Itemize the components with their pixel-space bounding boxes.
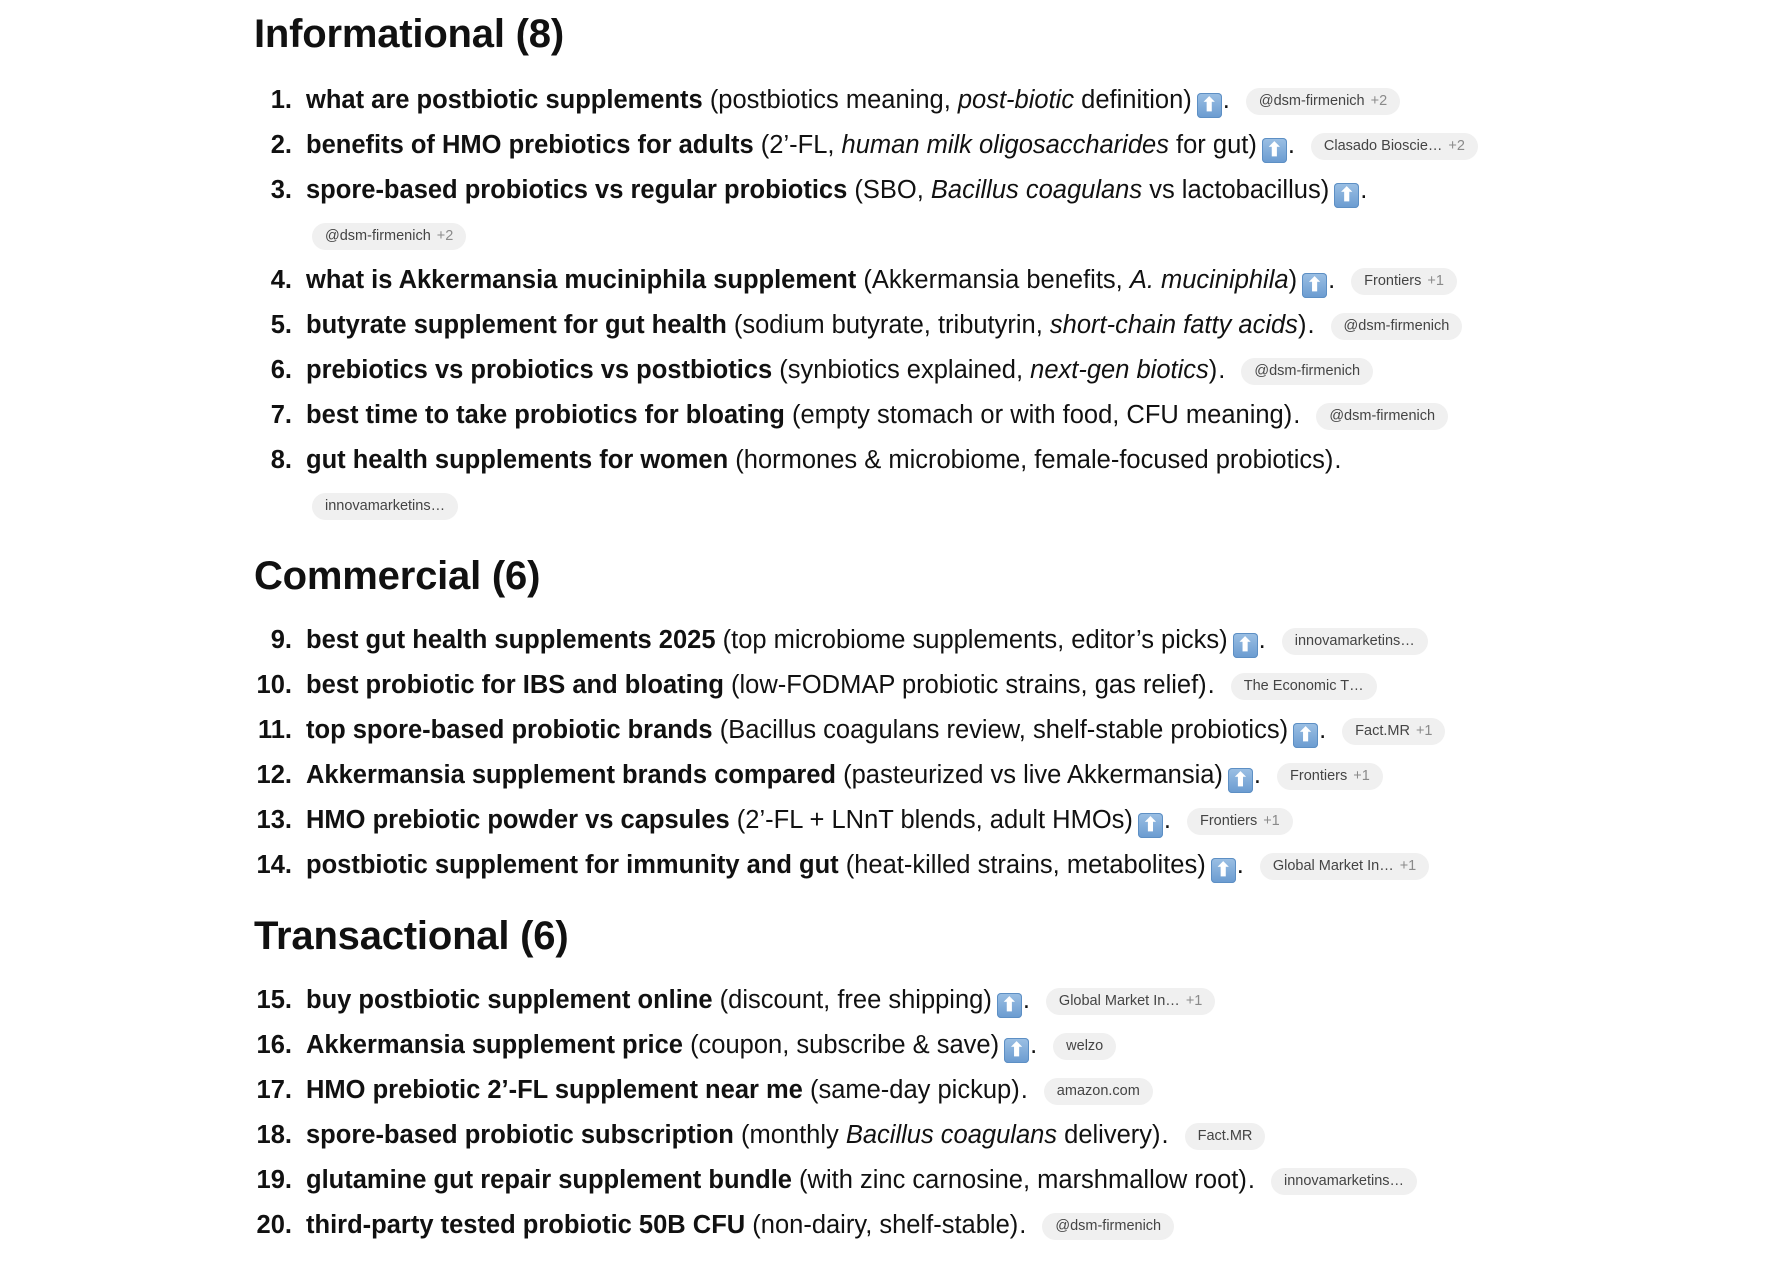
up-arrow-icon: ⬆	[1293, 723, 1318, 748]
list-item	[254, 438, 1734, 528]
item-number: 6.	[270, 356, 292, 384]
explanation-text-end: definition)	[1074, 86, 1192, 114]
up-arrow-icon: ⬆	[1262, 138, 1287, 163]
list-item	[254, 348, 1734, 393]
keyword: Akkermansia supplement price	[306, 1031, 683, 1059]
up-arrow-icon: ⬆	[1228, 768, 1253, 793]
explanation-text: (Akkermansia benefits,	[856, 266, 1130, 294]
keyword-explanation	[728, 446, 1333, 474]
keyword-explanation	[727, 311, 1307, 339]
section-heading: Informational (8)	[254, 12, 564, 56]
explanation-text-end: )	[1208, 356, 1218, 384]
keyword-explanation	[836, 761, 1223, 789]
item-number: 5.	[270, 311, 292, 339]
period: .	[1022, 986, 1030, 1014]
source-tag[interactable]	[1046, 988, 1215, 1015]
source-tag[interactable]	[1187, 808, 1293, 835]
source-name: @dsm-firmenich	[1258, 93, 1365, 109]
source-name: @dsm-firmenich	[1055, 1218, 1162, 1234]
source-name: innovamarketins…	[325, 498, 446, 514]
source-tag[interactable]	[1042, 1213, 1174, 1240]
source-name: Clasado Bioscie…	[1323, 138, 1443, 154]
section-heading: Commercial (6)	[254, 554, 541, 598]
keyword-explanation	[683, 1031, 999, 1059]
source-name: The Economic T…	[1243, 678, 1364, 694]
up-arrow-icon: ⬆	[1197, 93, 1222, 118]
list-item	[254, 258, 1734, 303]
list-item	[254, 168, 1734, 258]
keyword-explanation	[716, 626, 1228, 654]
source-tag[interactable]	[1316, 403, 1448, 430]
period: .	[1222, 86, 1230, 114]
source-name: Fact.MR	[1197, 1128, 1253, 1144]
source-tag[interactable]	[1231, 673, 1377, 700]
explanation-text: (monthly	[733, 1121, 846, 1149]
keyword-list	[254, 618, 1734, 888]
period: .	[1328, 266, 1336, 294]
keyword: third-party tested probiotic 50B CFU	[306, 1211, 746, 1239]
section-transactional	[254, 888, 1734, 1248]
list-item	[254, 1023, 1734, 1068]
source-tag[interactable]	[1277, 763, 1383, 790]
source-name: @dsm-firmenich	[1329, 408, 1436, 424]
source-tag[interactable]	[1044, 1078, 1153, 1105]
item-number: 18.	[256, 1121, 292, 1149]
source-name: amazon.com	[1056, 1083, 1140, 1099]
list-item	[254, 303, 1734, 348]
source-tag-row	[1225, 356, 1373, 384]
list-item	[254, 978, 1734, 1023]
explanation-text: (non-dairy, shelf-stable)	[745, 1211, 1019, 1239]
period: .	[1218, 356, 1226, 384]
period: .	[1293, 401, 1301, 429]
explanation-text-end: )	[1297, 311, 1307, 339]
source-tag-row	[1244, 851, 1429, 879]
source-tag-row	[1171, 806, 1293, 834]
source-tag-row	[1326, 716, 1445, 744]
explanation-text: (pasteurized vs live Akkermansia)	[836, 761, 1223, 789]
source-tag-row	[1030, 986, 1215, 1014]
explanation-text: (top microbiome supplements, editor’s picks)	[715, 626, 1228, 654]
keyword-explanation	[754, 131, 1257, 159]
source-tag[interactable]	[1282, 628, 1428, 655]
period: .	[1236, 851, 1244, 879]
explanation-text: (Bacillus coagulans review, shelf-stable probiotics)	[712, 716, 1289, 744]
keyword: Akkermansia supplement brands compared	[306, 761, 837, 789]
explanation-text-end: )	[1288, 266, 1298, 294]
source-tag-row	[1335, 266, 1457, 294]
period: .	[1019, 1211, 1027, 1239]
source-tag-row	[1215, 671, 1377, 699]
keyword: best probiotic for IBS and bloating	[306, 671, 724, 699]
explanation-text: (postbiotics meaning,	[702, 86, 958, 114]
source-tag-row	[1037, 1031, 1116, 1059]
item-number: 19.	[256, 1166, 292, 1194]
list-item	[254, 663, 1734, 708]
source-name: @dsm-firmenich	[1254, 363, 1361, 379]
source-more-count: +1	[1185, 993, 1203, 1009]
keyword: what are postbiotic supplements	[306, 86, 703, 114]
keyword: top spore-based probiotic brands	[306, 716, 713, 744]
source-name: welzo	[1066, 1038, 1104, 1054]
source-more-count: +1	[1263, 813, 1280, 829]
keyword-explanation	[856, 266, 1297, 294]
item-number: 16.	[256, 1031, 292, 1059]
period: .	[1030, 1031, 1038, 1059]
source-name: @dsm-firmenich	[1343, 318, 1450, 334]
source-tag-row	[1266, 626, 1428, 654]
list-item	[254, 123, 1734, 168]
keyword-explanation	[703, 86, 1192, 114]
source-more-count: +2	[1448, 138, 1465, 154]
source-name: Frontiers	[1290, 768, 1348, 784]
source-tag[interactable]	[1331, 313, 1463, 340]
up-arrow-icon: ⬆	[1138, 813, 1163, 838]
up-arrow-icon: ⬆	[1334, 183, 1359, 208]
source-name: Global Market In…	[1272, 858, 1394, 874]
keyword-explanation	[839, 851, 1206, 879]
source-name: Global Market In…	[1058, 993, 1180, 1009]
list-item	[254, 1158, 1734, 1203]
keyword: HMO prebiotic powder vs capsules	[306, 806, 730, 834]
keyword: benefits of HMO prebiotics for adults	[306, 131, 754, 159]
item-number: 13.	[256, 806, 292, 834]
source-tag[interactable]	[312, 223, 466, 250]
source-tag-row	[1315, 311, 1463, 339]
period: .	[1247, 1166, 1255, 1194]
explanation-italic: Bacillus coagulans	[930, 176, 1143, 204]
keyword-explanation	[792, 1166, 1247, 1194]
source-tag-row	[1028, 1076, 1153, 1104]
source-more-count: +1	[1415, 723, 1433, 739]
keyword: HMO prebiotic 2’-FL supplement near me	[306, 1076, 803, 1104]
keyword: prebiotics vs probiotics vs postbiotics	[306, 356, 773, 384]
keyword-explanation	[785, 401, 1292, 429]
source-tag-row	[1230, 86, 1400, 114]
period: .	[1319, 716, 1327, 744]
source-tag-row	[1169, 1121, 1266, 1149]
source-more-count: +1	[1427, 273, 1444, 289]
explanation-text: (2’-FL,	[753, 131, 842, 159]
explanation-text: (discount, free shipping)	[712, 986, 992, 1014]
period: .	[1163, 806, 1171, 834]
keyword: best time to take probiotics for bloating	[306, 401, 785, 429]
source-name: innovamarketins…	[1294, 633, 1415, 649]
explanation-text: (SBO,	[847, 176, 931, 204]
period: .	[1334, 446, 1342, 474]
source-name: Fact.MR	[1355, 723, 1410, 739]
item-number: 14.	[256, 851, 292, 879]
source-more-count: +2	[436, 228, 454, 244]
item-number: 11.	[257, 716, 292, 744]
keyword-list	[254, 978, 1734, 1248]
source-tag[interactable]	[1311, 133, 1478, 160]
source-tag[interactable]	[1246, 88, 1400, 115]
item-number: 8.	[270, 446, 292, 474]
source-more-count: +2	[1370, 93, 1388, 109]
explanation-italic: Bacillus coagulans	[845, 1121, 1058, 1149]
up-arrow-icon: ⬆	[997, 993, 1022, 1018]
source-tag[interactable]	[1351, 268, 1457, 295]
source-tag[interactable]	[1053, 1033, 1116, 1060]
keyword-list	[254, 78, 1734, 528]
source-tag-row	[1295, 131, 1478, 159]
source-name: Frontiers	[1364, 273, 1422, 289]
list-item	[254, 753, 1734, 798]
source-tag[interactable]	[1241, 358, 1373, 385]
period: .	[1020, 1076, 1028, 1104]
period: .	[1258, 626, 1266, 654]
item-number: 4.	[270, 266, 292, 294]
source-name: @dsm-firmenich	[325, 228, 431, 244]
keyword-explanation	[745, 1211, 1018, 1239]
item-number: 20.	[256, 1211, 292, 1239]
up-arrow-icon: ⬆	[1211, 858, 1236, 883]
source-tag-row	[1261, 761, 1383, 789]
up-arrow-icon: ⬆	[1004, 1038, 1029, 1063]
explanation-text: (same-day pickup)	[802, 1076, 1020, 1104]
explanation-text-end: for gut)	[1168, 131, 1257, 159]
explanation-text-end: vs lactobacillus)	[1142, 176, 1330, 204]
explanation-text: (hormones & microbiome, female-focused probiotics)	[728, 446, 1334, 474]
item-number: 10.	[256, 671, 292, 699]
keyword-explanation	[734, 1121, 1161, 1149]
source-more-count: +1	[1353, 768, 1370, 784]
source-tag-row	[1300, 401, 1448, 429]
keyword-explanation	[847, 176, 1329, 204]
explanation-text: (sodium butyrate, tributyrin,	[726, 311, 1050, 339]
list-item	[254, 1113, 1734, 1158]
list-item	[254, 708, 1734, 753]
section-commercial	[254, 528, 1734, 888]
source-more-count: +1	[1399, 858, 1417, 874]
explanation-text: (low-FODMAP probiotic strains, gas relief)	[723, 671, 1207, 699]
list-item	[254, 798, 1734, 843]
explanation-text: (2’-FL + LNnT blends, adult HMOs)	[729, 806, 1133, 834]
source-tag-row	[312, 483, 1734, 528]
explanation-italic: A. muciniphila	[1129, 266, 1289, 294]
keyword: butyrate supplement for gut health	[306, 311, 727, 339]
explanation-italic: human milk oligosaccharides	[841, 131, 1169, 159]
keyword: spore-based probiotic subscription	[306, 1121, 734, 1149]
document	[254, 0, 1734, 1248]
item-number: 15.	[256, 986, 292, 1014]
keyword: what is Akkermansia muciniphila supplement	[306, 266, 857, 294]
source-name: innovamarketins…	[1283, 1173, 1405, 1189]
keyword: spore-based probiotics vs regular probiotics	[306, 176, 848, 204]
source-tag[interactable]	[1271, 1168, 1417, 1195]
period: .	[1287, 131, 1295, 159]
explanation-italic: next-gen biotics	[1030, 356, 1209, 384]
explanation-text: (empty stomach or with food, CFU meaning)	[784, 401, 1293, 429]
source-tag-row	[312, 213, 1734, 258]
keyword-explanation	[730, 806, 1133, 834]
explanation-text: (synbiotics explained,	[772, 356, 1031, 384]
item-number: 2.	[270, 131, 292, 159]
list-item	[254, 393, 1734, 438]
period: .	[1253, 761, 1262, 789]
source-tag-row	[1026, 1211, 1174, 1239]
item-number: 7.	[270, 401, 292, 429]
keyword-explanation	[772, 356, 1217, 384]
explanation-text: (with zinc carnosine, marshmallow root)	[791, 1166, 1247, 1194]
item-number: 12.	[256, 761, 292, 789]
explanation-text: (coupon, subscribe & save)	[682, 1031, 1000, 1059]
keyword: glutamine gut repair supplement bundle	[306, 1166, 792, 1194]
keyword-explanation	[713, 986, 992, 1014]
period: .	[1307, 311, 1315, 339]
up-arrow-icon: ⬆	[1302, 273, 1327, 298]
list-item	[254, 1068, 1734, 1113]
list-item	[254, 618, 1734, 663]
section-heading: Transactional (6)	[254, 914, 569, 958]
keyword: gut health supplements for women	[306, 446, 729, 474]
keyword: postbiotic supplement for immunity and gut	[306, 851, 839, 879]
item-number: 3.	[270, 176, 292, 204]
source-tag[interactable]	[1342, 718, 1445, 745]
explanation-italic: short-chain fatty acids	[1049, 311, 1298, 339]
explanation-text-end: delivery)	[1057, 1121, 1161, 1149]
period: .	[1360, 176, 1368, 204]
item-number: 1.	[270, 86, 292, 114]
keyword-explanation	[724, 671, 1207, 699]
keyword-explanation	[713, 716, 1288, 744]
keyword: best gut health supplements 2025	[306, 626, 716, 654]
list-item	[254, 1203, 1734, 1248]
up-arrow-icon: ⬆	[1233, 633, 1258, 658]
keyword: buy postbiotic supplement online	[306, 986, 713, 1014]
source-tag-row	[1255, 1166, 1417, 1194]
list-item	[254, 843, 1734, 888]
item-number: 9.	[270, 626, 292, 654]
explanation-text: (heat-killed strains, metabolites)	[838, 851, 1206, 879]
source-tag[interactable]	[1185, 1123, 1266, 1150]
list-item	[254, 78, 1734, 123]
keyword-explanation	[803, 1076, 1020, 1104]
source-tag[interactable]	[1260, 853, 1429, 880]
period: .	[1161, 1121, 1169, 1149]
section-informational	[254, 0, 1734, 528]
source-tag[interactable]	[312, 493, 458, 520]
item-number: 17.	[256, 1076, 292, 1104]
source-name: Frontiers	[1200, 813, 1258, 829]
explanation-italic: post-biotic	[957, 86, 1075, 114]
period: .	[1207, 671, 1215, 699]
